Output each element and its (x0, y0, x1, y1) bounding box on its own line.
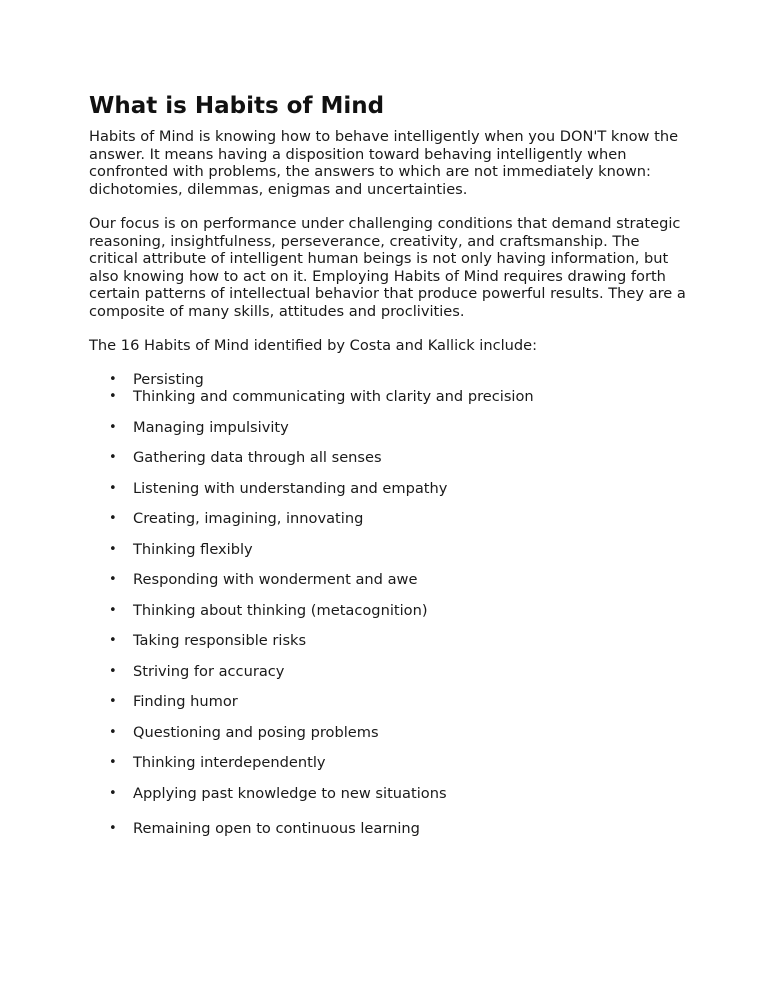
bullet-icon: • (109, 572, 117, 587)
list-item-label: Managing impulsivity (133, 418, 289, 436)
bullet-icon: • (109, 511, 117, 526)
list-item-label: Thinking and communicating with clarity and precision (133, 388, 534, 405)
focus-paragraph: Our focus is on performance under challenging conditions that demand strategic reasoning, insightfulness, perseverance, creativity, and craftsmanship. The critical attribute of intelligent human beings is not only having information, but also knowing how to act on it. Employing Habits of Mind requires drawing forth certain patterns of intellectual behavior that produce powerful results. They are a composite of many skills, attitudes and proclivities. (89, 215, 686, 320)
bullet-icon: • (109, 663, 117, 679)
document-page (89, 92, 689, 838)
bullet-icon: • (109, 602, 117, 618)
list-item-label: Creating, imagining, innovating (133, 510, 364, 527)
bullet-icon: • (109, 821, 117, 836)
list-item (89, 785, 689, 803)
list-intro: The 16 Habits of Mind identified by Costa and Kallick include: (89, 337, 538, 354)
bullet-icon: • (109, 785, 117, 801)
bullet-icon: • (109, 480, 117, 496)
list-item (89, 371, 689, 389)
list-item (89, 754, 689, 772)
list-item (89, 449, 689, 467)
list-item (89, 632, 689, 650)
list-item-label: Remaining open to continuous learning (133, 820, 420, 837)
list-item (89, 541, 689, 559)
intro-paragraph: Habits of Mind is knowing how to behave intelligently when you DON'T know the answer. It means having a disposition toward behaving intelligently when confronted with problems, the answers to which are not immediately known: dichotomies, dilemmas, enigmas and uncertainties. (89, 128, 679, 198)
list-item-label: Thinking flexibly (133, 540, 253, 558)
bullet-icon: • (109, 419, 117, 435)
list-item (89, 571, 689, 589)
bullet-icon: • (109, 633, 117, 648)
list-item-label: Questioning and posing problems (133, 723, 379, 741)
list-item (89, 419, 689, 437)
list-item-label: Responding with wonderment and awe (133, 571, 418, 588)
bullet-icon: • (109, 755, 117, 770)
list-item-label: Gathering data through all senses (133, 449, 382, 466)
list-item (89, 724, 689, 742)
list-item-label: Thinking about thinking (metacognition) (133, 601, 428, 619)
list-item (89, 388, 689, 406)
list-item-label: Applying past knowledge to new situations (133, 784, 447, 802)
list-item (89, 820, 689, 838)
page-title: What is Habits of Mind (89, 93, 385, 119)
list-item (89, 602, 689, 620)
bullet-icon: • (109, 450, 117, 465)
list-item-label: Finding humor (133, 693, 238, 710)
list-item-label: Striving for accuracy (133, 662, 285, 680)
habits-list (89, 371, 689, 838)
list-item-label: Persisting (133, 370, 204, 388)
bullet-icon: • (109, 371, 117, 387)
list-item (89, 693, 689, 711)
list-item (89, 480, 689, 498)
list-item-label: Taking responsible risks (133, 632, 307, 649)
bullet-icon: • (109, 541, 117, 557)
list-item (89, 510, 689, 528)
list-item-label: Thinking interdependently (133, 754, 326, 771)
list-item-label: Listening with understanding and empathy (133, 479, 448, 497)
bullet-icon: • (109, 724, 117, 740)
bullet-icon: • (109, 694, 117, 709)
list-item (89, 663, 689, 681)
bullet-icon: • (109, 389, 117, 404)
